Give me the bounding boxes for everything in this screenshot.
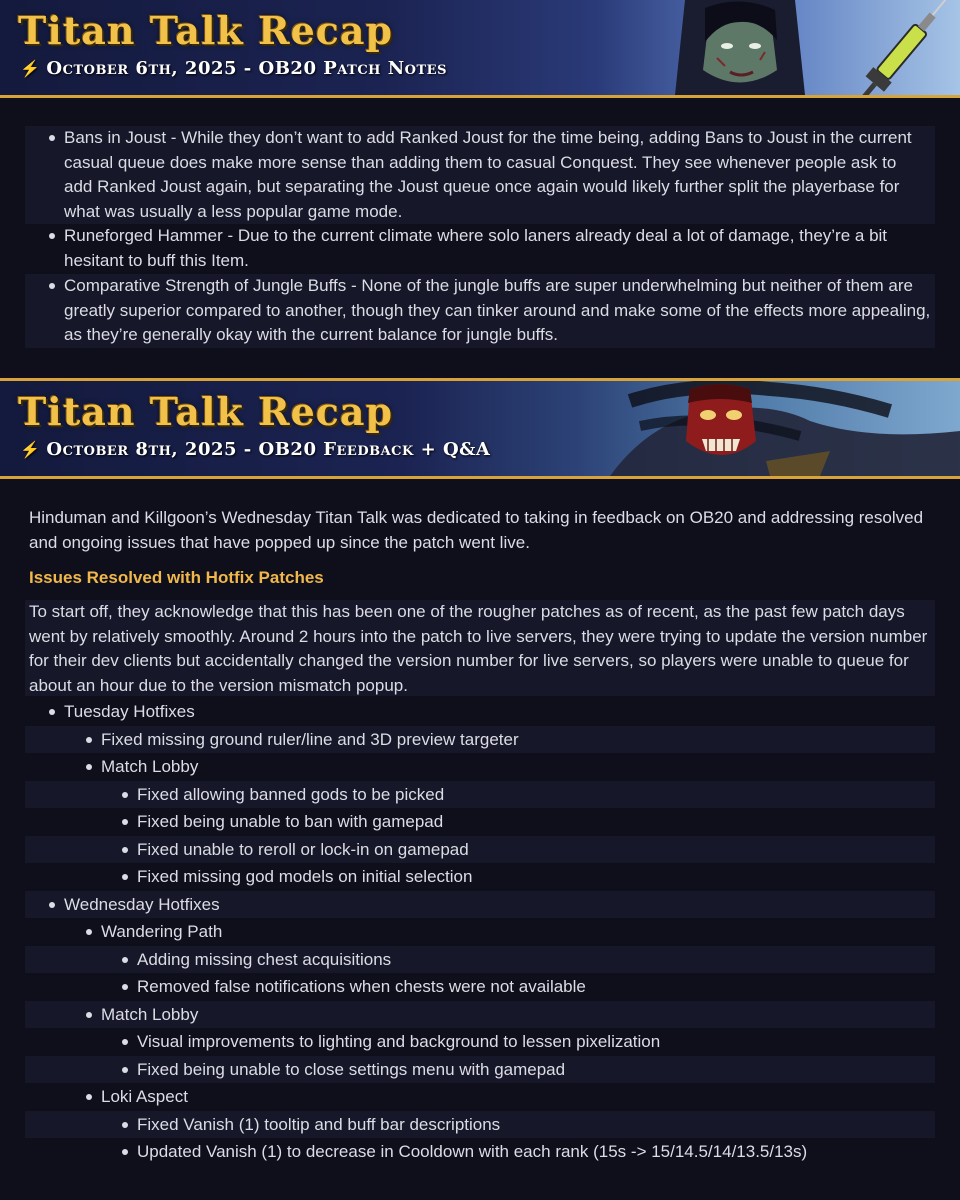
banner-title: Titan Talk Recap	[18, 389, 394, 434]
bullet-icon	[49, 233, 55, 239]
hotfix-list	[0, 698, 960, 1166]
list-item-text: Match Lobby	[101, 1004, 199, 1024]
list-item	[25, 753, 935, 781]
list-item-text: Adding missing chest acquisitions	[137, 949, 392, 969]
header-banner-patch-notes	[0, 0, 960, 98]
body-paragraph-text: To start off, they acknowledge that this has been one of the rougher patches as of recent, as the past few patch days went by relatively smoothly. Around 2 hours into the patch to live servers, they were trying to update the version number for their dev clients but accidentally changed the version number for live servers, so players were unable to queue for about an hour due to the version mismatch popup.	[29, 602, 928, 695]
bullet-icon	[122, 847, 128, 853]
list-item	[25, 1083, 935, 1111]
list-item-text: Wandering Path	[101, 922, 223, 941]
bullet-icon	[122, 1039, 128, 1045]
lightning-bolt-icon: ⚡	[20, 59, 41, 78]
bullet-icon	[122, 957, 128, 963]
section-heading: Issues Resolved with Hotfix Patches	[29, 568, 324, 587]
list-item-text: Fixed Vanish (1) tooltip and buff bar descriptions	[137, 1114, 501, 1134]
character-portrait-art	[665, 0, 815, 95]
patch-notes-section	[0, 126, 960, 348]
list-item	[25, 918, 935, 946]
bullet-icon	[86, 737, 92, 743]
bullet-icon	[122, 984, 128, 990]
bullet-icon	[122, 1122, 128, 1128]
list-item	[25, 891, 935, 919]
list-item-text: Loki Aspect	[101, 1087, 188, 1106]
list-item	[25, 274, 935, 348]
list-item	[25, 836, 935, 864]
body-paragraph	[25, 600, 935, 696]
bullet-icon	[122, 874, 128, 880]
list-item	[25, 224, 960, 274]
list-item-text: Tuesday Hotfixes	[64, 702, 195, 721]
lightning-bolt-icon: ⚡	[20, 440, 41, 459]
list-item-text: Comparative Strength of Jungle Buffs - None of the jungle buffs are super underwhelming but neither of them are greatly superior compared to another, though they can tinker around and make some of the effects more appealing, as they’re generally okay with the current balance for jungle buffs.	[64, 276, 931, 344]
bullet-icon	[122, 1149, 128, 1155]
list-item	[25, 1111, 935, 1139]
bullet-icon	[86, 764, 92, 770]
list-item	[25, 808, 935, 836]
list-item-text: Fixed missing ground ruler/line and 3D preview targeter	[101, 729, 519, 749]
bullet-icon	[49, 135, 55, 141]
bullet-icon	[86, 929, 92, 935]
list-item-text: Runeforged Hammer - Due to the current climate where solo laners already deal a lot of damage, they’re a bit hesitant to buff this Item.	[64, 226, 888, 270]
bullet-icon	[49, 709, 55, 715]
bullet-icon	[86, 1094, 92, 1100]
list-item-text: Fixed unable to reroll or lock-in on gamepad	[137, 839, 469, 859]
list-item	[25, 781, 935, 809]
list-item	[25, 946, 935, 974]
header-banner-feedback-qa	[0, 378, 960, 479]
bullet-icon	[86, 1012, 92, 1018]
bullet-icon	[49, 902, 55, 908]
syringe-icon	[850, 0, 960, 95]
bullet-icon	[122, 1067, 128, 1073]
list-item-text: Visual improvements to lighting and background to lessen pixelization	[137, 1032, 661, 1051]
list-item	[25, 1028, 935, 1056]
bullet-icon	[122, 792, 128, 798]
list-item-text: Fixed allowing banned gods to be picked	[137, 784, 445, 804]
banner-title: Titan Talk Recap	[18, 8, 394, 53]
list-item-text: Removed false notifications when chests were not available	[137, 977, 586, 996]
intro-paragraph: Hinduman and Killgoon’s Wednesday Titan Talk was dedicated to taking in feedback on OB20 and addressing resolved and ongoing issues that have popped up since the patch went live.	[29, 508, 924, 552]
list-item	[25, 126, 935, 224]
list-item-text: Wednesday Hotfixes	[64, 894, 220, 914]
banner-subtitle-text: October 8th, 2025 - OB20 Feedback + Q&A	[46, 439, 491, 460]
list-item-text: Fixed missing god models on initial selection	[137, 867, 473, 886]
list-item	[25, 1001, 935, 1029]
list-item-text: Updated Vanish (1) to decrease in Cooldown with each rank (15s -> 15/14.5/14/13.5/13s)	[137, 1142, 808, 1161]
list-item	[25, 726, 935, 754]
banner-subtitle	[20, 439, 490, 460]
masked-character-art	[570, 381, 960, 476]
list-item-text: Match Lobby	[101, 757, 199, 776]
list-item	[25, 1056, 935, 1084]
bullet-icon	[49, 283, 55, 289]
list-item	[25, 863, 935, 891]
list-item	[25, 973, 935, 1001]
banner-subtitle	[20, 58, 447, 79]
list-item	[25, 698, 935, 726]
feedback-section	[0, 506, 960, 1166]
list-item	[25, 1138, 935, 1166]
list-item-text: Fixed being unable to close settings menu with gamepad	[137, 1059, 566, 1079]
list-item-text: Bans in Joust - While they don’t want to add Ranked Joust for the time being, adding Bans to Joust in the current casual queue does make more sense than adding them to casual Conquest. They see whenever people ask to add Ranked Joust again, but separating the Joust queue once again would likely further split the playerbase for what was usually a less popular game mode.	[64, 128, 912, 221]
list-item-text: Fixed being unable to ban with gamepad	[137, 812, 444, 831]
banner-subtitle-text: October 6th, 2025 - OB20 Patch Notes	[46, 58, 447, 79]
bullet-icon	[122, 819, 128, 825]
